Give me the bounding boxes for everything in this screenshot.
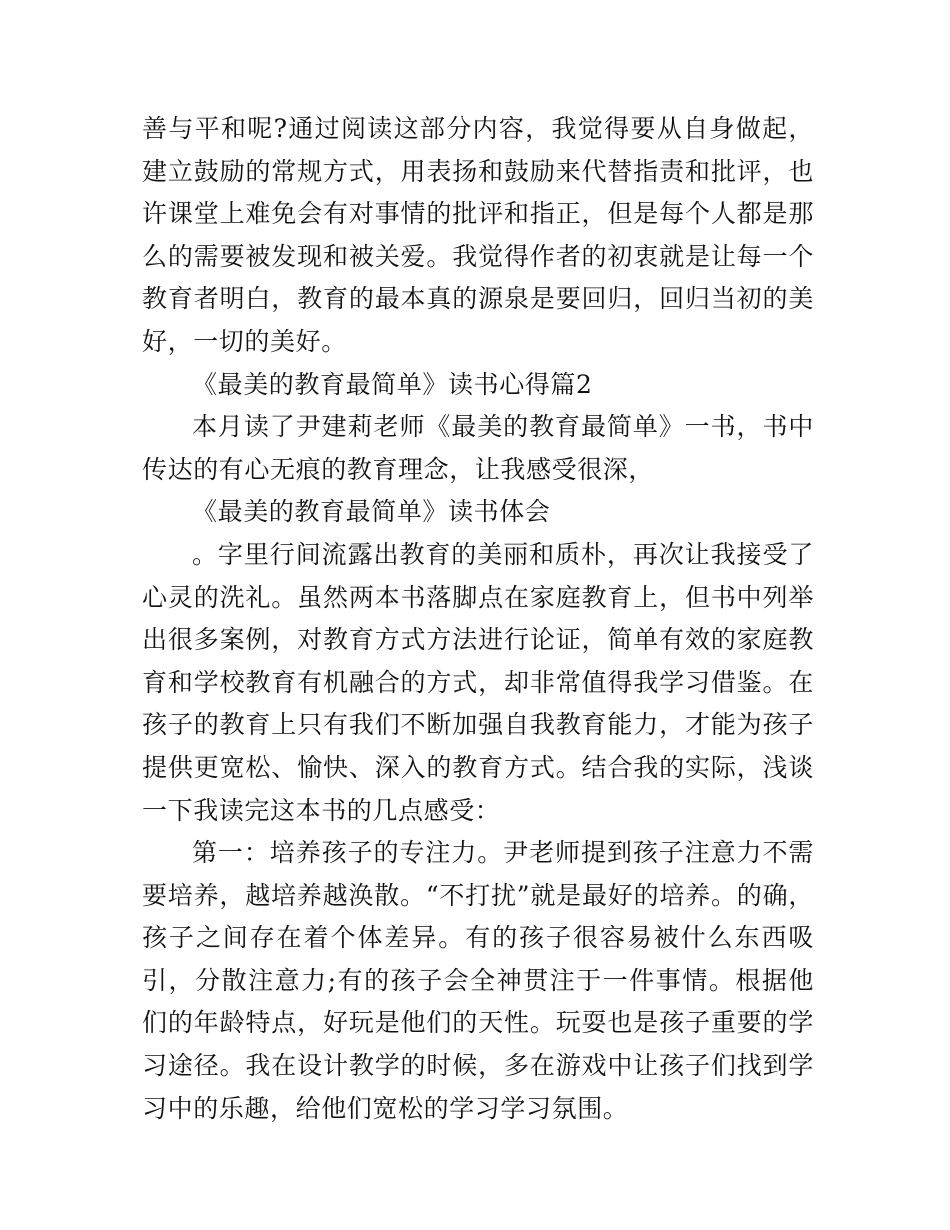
document-body — [142, 108, 814, 1130]
paragraph-1: 善与平和呢?通过阅读这部分内容，我觉得要从自身做起，建立鼓励的常规方式，用表扬和鼓励来代替指责和批评，也许课堂上难免会有对事情的批评和指正，但是每个人都是那么的需要被发现和被关爱。我觉得作者的初衷就是让每一个教育者明白，教育的最本真的源泉是要回归，回归当初的美好，一切的美好。 — [142, 114, 814, 356]
paragraph-3: 。字里行间流露出教育的美丽和质朴，再次让我接受了心灵的洗礼。虽然两本书落脚点在家庭教育上，但书中列举出很多案例，对教育方式方法进行论证，简单有效的家庭教育和学校教育有机融合的方式，却非常值得我学习借鉴。在孩子的教育上只有我们不断加强自我教育能力，才能为孩子提供更宽松、愉快、深入的教育方式。结合我的实际，浅谈一下我读完这本书的几点感受： — [142, 539, 814, 825]
paragraph-2: 本月读了尹建莉老师《最美的教育最简单》一书，书中传达的有心无痕的教育理念，让我感受很深， — [142, 412, 814, 484]
paragraph-4: 第一：培养孩子的专注力。尹老师提到孩子注意力不需要培养，越培养越涣散。“不打扰”就是最好的培养。的确，孩子之间存在着个体差异。有的孩子很容易被什么东西吸引，分散注意力;有的孩子会全神贯注于一件事情。根据他们的年龄特点，好玩是他们的天性。玩耍也是孩子重要的学习途径。我在设计教学的时候，多在游戏中让孩子们找到学习中的乐趣，给他们宽松的学习学习氛围。 — [142, 838, 814, 1123]
subheading-reading-notes: 《最美的教育最简单》读书体会 — [192, 497, 551, 527]
section-heading-2: 《最美的教育最简单》读书心得篇2 — [192, 369, 593, 399]
